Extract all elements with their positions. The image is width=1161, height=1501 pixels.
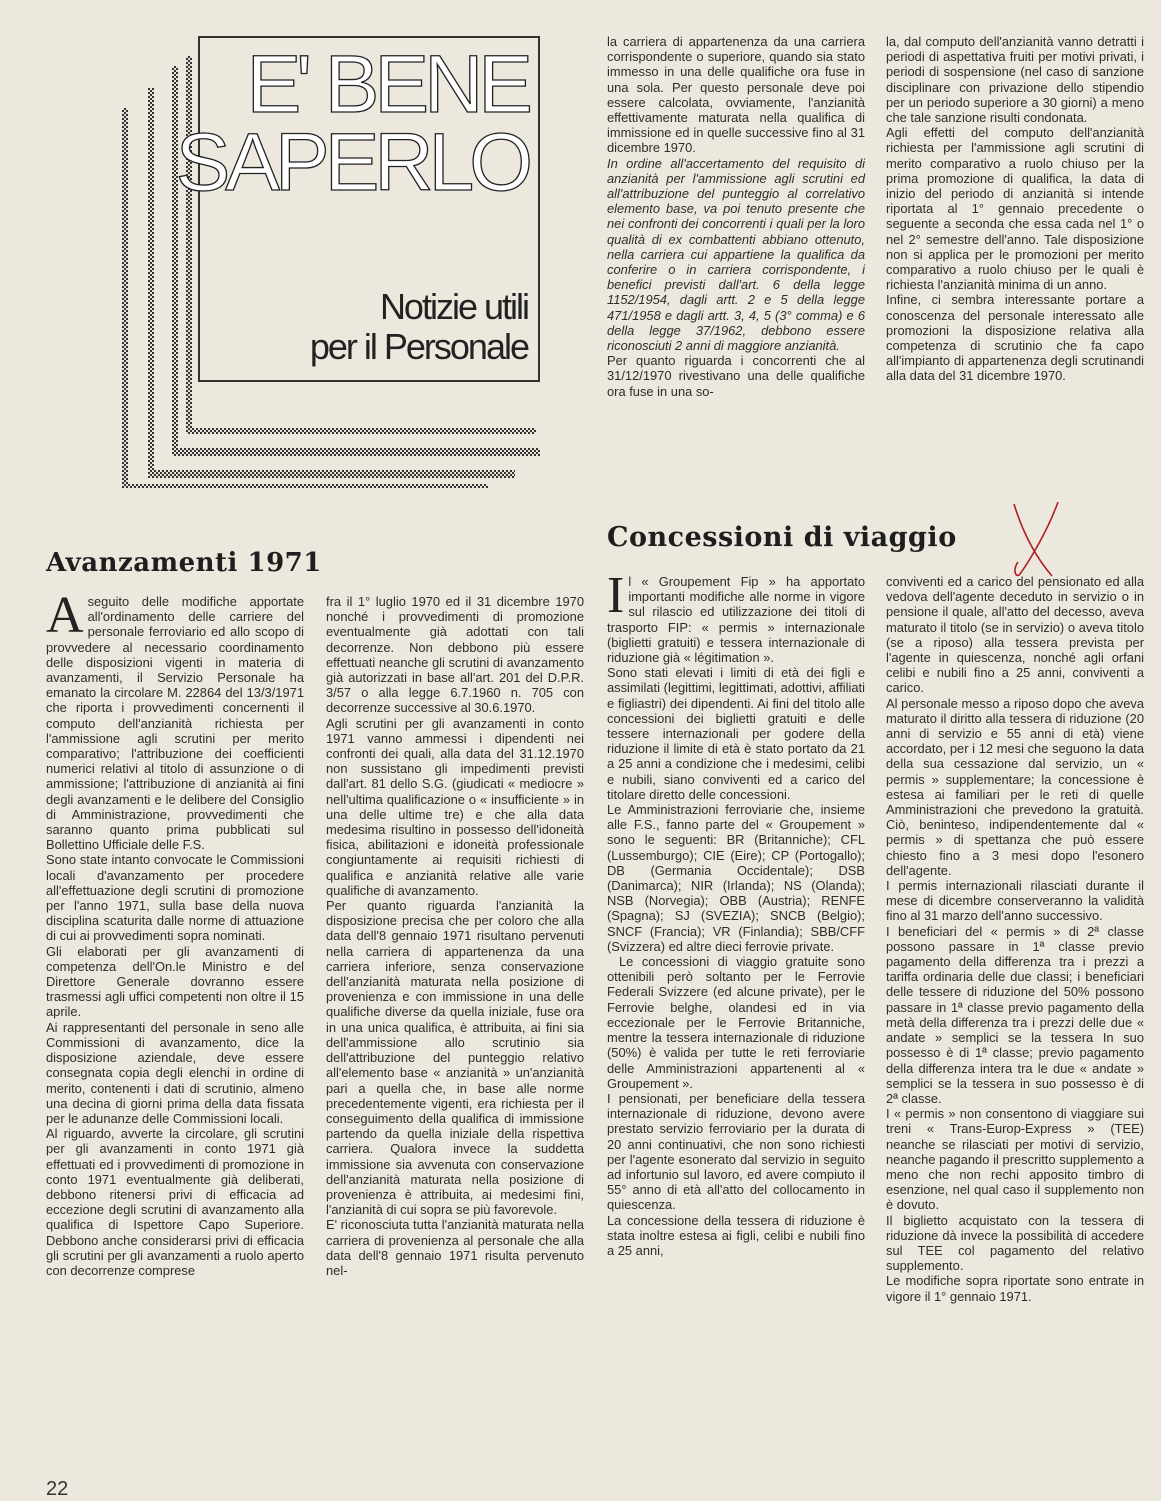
drop-cap: I [607, 567, 625, 624]
article-title-avanzamenti: Avanzamenti 1971 [46, 548, 322, 578]
emblem-e-bene-saperlo [100, 36, 540, 488]
paragraph-text: seguito delle modifiche apportate all'ordinamento delle carriere del personale ferroviario ed allo scopo di provvedere al necessario coordinamento delle disposizioni vigenti in materia di avanzamenti, il Servizio Personale ha emanato la circolare M. 22864 del 13/3/1971 che riporta i provvedimenti concernenti il computo dell'anzianità richiesta per l'ammissione agli scrutini per merito comparativo; l'attribuzione dei coefficienti numerici relativi al titolo di assunzione o di ammissione; l'attribuzione di anzianità ai fini degli avanzamenti e le delibere del Consiglio di Amministrazione, provvedimenti che saranno quanto prima pubblicati sul Bollettino Ufficiale delle F.S. [46, 594, 304, 853]
concessioni-column-2 [886, 574, 1144, 1304]
paragraph [46, 587, 304, 853]
paragraph-italic: In ordine all'accertamento del requisito di anzianità per l'ammissione agli scrutini ed all'attribuzione del punteggio al correlativo elemento base, va poi tenuto presente che nei confronti dei concorrenti i quali per la loro qualità di ex combattenti abbiano ottenuto, nella carriera cui appartiene la qualifica da conferire o in carriera corrispondente, i benefici previsti dall'art. 6 della legge 1152/1954, dagli artt. 2 e 5 della legge 471/1958 e dagli artt. 3, 4, 5 (3° comma) e 6 della legge 37/1962, debbono essere riconosciuti 2 anni di maggiore anzianità. [607, 155, 865, 354]
paragraph: Agli scrutini per gli avanzamenti in conto 1971 vanno ammessi i dipendenti nei confronti dei quali, alla data del 31.12.1970 non sussistano gli impedimenti previsti dall'art. 81 dello S.G. (giudicati « mediocre » nell'ultima qualificazione o « insufficiente » in una delle ultime tre) e che alla data medesima risultino in possesso dell'idoneità fisica, abilitazioni e idoneità professionale congiuntamente ai requisiti richiesti di qualifica e anzianità relative alle varie qualifiche di avanzamento. [326, 715, 584, 898]
page-number: 22 [46, 1478, 69, 1500]
paragraph: Le modifiche sopra riportate sono entrate in vigore il 1° gennaio 1971. [886, 1273, 1144, 1304]
paragraph: Al personale messo a riposo dopo che aveva maturato il diritto alla tessera di riduzione (20 anni di servizio e 55 anni di età) viene accordato, per i 12 mesi che seguono la data della sua cessazione dal servizio, un « permis » supplementare; la concessione è estesa ai familiari per le reti di quelle Amministrazioni che prevedono la gratuità. Ciò, beninteso, indipendentemente dal « permis » di spettanza che può essere chiesto fino a 3 mesi dopo l'esonero dell'agente. [886, 695, 1144, 878]
top-text-column-2 [886, 34, 1144, 384]
handwritten-x-mark [1000, 500, 1070, 580]
drop-cap: A [46, 587, 84, 644]
paragraph: Sono state intanto convocate le Commissioni locali d'avanzamento per procedere all'effettuazione degli scrutini di promozione per l'anno 1971, sulla base della nuova disciplina scaturita dalle norme di attuazione di cui ai provvedimenti sopra nominati. [46, 852, 304, 944]
paragraph: Al riguardo, avverte la circolare, gli scrutini per gli avanzamenti in conto 1971 già effettuati ed i provvedimenti di promozione in conto 1971 eventualmente già deliberati, debbono ritenersi privi di efficacia ad eccezione degli scrutini di avanzamento alla qualifica di Ispettore Capo Superiore. Debbono anche considerarsi privi di efficacia gli scrutini per gli avanzamenti a ruolo aperto con decorrenze comprese [46, 1126, 304, 1278]
paragraph: la, dal computo dell'anzianità vanno detratti i periodi di aspettativa fruiti per motivi privati, i periodi di sospensione (nel caso di sanzione disciplinare con privazione dello stipendio per un periodo superiore a 30 giorni) a meno che tale sanzione risulti condonata. [886, 34, 1144, 126]
paragraph: Agli effetti del computo dell'anzianità richiesta per l'ammissione agli scrutini di merito comparativo a ruolo chiuso per la prima promozione di qualifica, la data di inizio del periodo di anzianità si intende riportata al 1° gennaio precedente o seguente a seconda che essa cada nel 1° o nel 2° semestre dell'anno. Tale disposizione non si applica per le promozioni per merito comparativo a ruolo chiuso per le quali è richiesta l'anzianità minima di un anno. [886, 125, 1144, 293]
paragraph: Per quanto riguarda i concorrenti che al 31/12/1970 rivestivano una delle qualifiche ora fuse in una so- [607, 353, 865, 399]
paragraph [607, 567, 865, 666]
paragraph: Sono stati elevati i limiti di età dei figli e assimilati (legittimi, legittimati, adottivi, affiliati e figliastri) dei dipendenti. Ai fini del titolo alle concessioni dei biglietti gratuiti e delle tessere internazionali per godere della riduzione il limite di età è stato portato da 21 a 25 anni a condizione che i medesimi, celibi e nubili, siano conviventi ed a carico del titolare diretto delle concessioni. [607, 665, 865, 802]
top-text-column-1 [607, 34, 865, 399]
paragraph: la carriera di appartenenza da una carriera corrispondente o superiore, quando sia stato immesso in una delle qualifiche ora fuse in una sola. Per questo personale deve poi essere calcolata, ovviamente, l'anzianità effettivamente maturata nella qualifica di immissione ed in quelle successive fino al 31 dicembre 1970. [607, 34, 865, 156]
paragraph: Gli elaborati per gli avanzamenti di competenza dell'On.le Ministro e del Direttore Generale dovranno essere trasmessi agli uffici competenti non oltre il 15 aprile. [46, 943, 304, 1020]
paragraph: conviventi ed a carico del pensionato ed alla vedova dell'agente deceduto in servizio o in pensione il quale, all'atto del decesso, aveva maturato il titolo (se in servizio) o aveva titolo (se a riposo) alla tessera prevista per l'agente in quiescenza, nonché agli orfani celibi e nubili fino a 25 anni, conviventi a carico. [886, 574, 1144, 696]
concessioni-column-1 [607, 567, 865, 1258]
paragraph: I permis internazionali rilasciati durante il mese di dicembre conserveranno la validità fino al 31 marzo dell'anno successivo. [886, 878, 1144, 924]
paragraph: Il biglietto acquistato con la tessera di riduzione dà invece la possibilità di accedere sul TEE col pagamento del relativo supplemento. [886, 1212, 1144, 1274]
paragraph: Le Amministrazioni ferroviarie che, insieme alle F.S., fanno parte del « Groupement » sono le seguenti: BR (Britanniche); CFL (Lussemburgo); CIE (Eire); CP (Portogallo); DB (Germania Occidentale); DSB (Danimarca); NIR (Irlanda); NS (Olanda); NSB (Norvegia); OBB (Austria); RENFE (Spagna); SJ (SVEZIA); SNCB (Belgio); SNCF (Francia); VR (Finlandia); SBB/CFF (Svizzera) ed altre dieci ferrovie private. [607, 802, 865, 954]
paragraph: E' riconosciuta tutta l'anzianità maturata nella carriera di provenienza al personale che alla data dell'8 gennaio 1971 risulta pervenuto nel- [326, 1217, 584, 1278]
paragraph: I pensionati, per beneficiare della tessera internazionale di riduzione, devono avere prestato servizio ferroviario per la durata di 20 anni continuativi, che non sono richiesti per l'agente esonerato dal servizio in seguito ad infortunio sul lavoro, ed avere compiuto il 55° anno di età all'atto del collocamento in quiescenza. [607, 1090, 865, 1213]
avanzamenti-column-1 [46, 587, 304, 1278]
paragraph: Le concessioni di viaggio gratuite sono ottenibili però soltanto per le Ferrovie Federali Svizzere (ed alcune private), per le Ferrovie belghe, olandesi ed in via eccezionale per le Ferrovie Britanniche, mentre la tessera internazionale di riduzione (50%) è valida per tutte le reti ferroviarie delle Amministrazioni appartenenti al « Groupement ». [607, 954, 865, 1091]
paragraph: I beneficiari del « permis » di 2ª classe possono passare in 1ª classe previo pagamento della differenza tra i prezzi a tariffa ordinaria delle due classi; i beneficiari delle tessere di riduzione del 50% possono passare in 1ª classe previo pagamento della metà della differenza tra i prezzi delle due « andate » semplici se la tessera In suo possesso è di 1ª classe; previo pagamento della differenza intera tra le due « andate » semplici se la tessera in suo possesso è di 2ª classe. [886, 923, 1144, 1106]
avanzamenti-column-2 [326, 594, 584, 1278]
paragraph: Ai rappresentanti del personale in seno alle Commissioni di avanzamento, dice la disposizione aziendale, deve essere consegnata copia degli elenchi in ordine di merito, contenenti i dati di scrutinio, almeno una decina di giorni prima della data fissata per le adunanze delle Commissioni locali. [46, 1019, 304, 1126]
emblem-subtitle-line2: per il Personale [309, 326, 528, 367]
paragraph: Infine, ci sembra interessante portare a conoscenza del personale interessato alle promozioni la disposizione relativa alla competenza di scrutinio che fa capo all'impianto di appartenenza degli scrutinandi alla data del 31 dicembre 1970. [886, 292, 1144, 384]
emblem-title-line2: SAPERLO [175, 117, 528, 208]
emblem-box [175, 36, 540, 382]
emblem-subtitle-line1: Notizie utili [379, 286, 528, 327]
emblem-title-line1: E' BENE [246, 39, 528, 130]
article-title-concessioni: Concessioni di viaggio [607, 522, 957, 553]
paragraph: I « permis » non consentono di viaggiare sui treni « Trans-Europ-Express » (TEE) neanche se rilasciati per motivi di servizio, neanche pagando il prescritto supplemento a meno che non rechi apposito timbro di esenzione, nel qual caso il supplemento non è dovuto. [886, 1106, 1144, 1213]
paragraph: Per quanto riguarda l'anzianità la disposizione precisa che per coloro che alla data dell'8 gennaio 1971 risultano pervenuti nella carriera di appartenenza da una carriera inferiore, senza conservazione dell'anzianità maturata nella posizione di provenienza e con immissione in una delle qualifiche diverse da quella iniziale, fuse ora in una unica qualifica, è attribuita, ai fini sia dell'ammissione allo scrutinio sia dell'attribuzione del punteggio relativo all'elemento base « anzianità » un'anzianità pari a quella che, in base alle norme precedentemente vigenti, era richiesta per il conseguimento della qualifica di immissione partendo da quella iniziale della rispettiva carriera. Qualora invece la suddetta immissione sia avvenuta con conservazione dell'anzianità maturata nella posizione di provenienza è attribuita, ai medesimi fini, l'anzianità di cui sopra se più favorevole. [326, 898, 584, 1218]
paragraph: La concessione della tessera di riduzione è stata inoltre estesa ai figli, celibi e nubili fino a 25 anni, [607, 1212, 865, 1258]
paragraph-text: l « Groupement Fip » ha apportato importanti modifiche alle norme in vigore sul rilascio ed utilizzazione dei titoli di trasporto FIP: « permis » internazionale (biglietti gratuiti) e tessera internazionale di riduzione già « légitimation ». [607, 574, 865, 666]
paragraph: fra il 1° luglio 1970 ed il 31 dicembre 1970 nonché i provvedimenti di promozione eventualmente già adottati con tali decorrenze. Non debbono più essere effettuati neanche gli scrutini di avanzamento già autorizzati in base all'art. 201 del D.P.R. 3/57 o alla legge 6.7.1960 n. 705 con decorrenze successive al 30.6.1970. [326, 594, 584, 716]
